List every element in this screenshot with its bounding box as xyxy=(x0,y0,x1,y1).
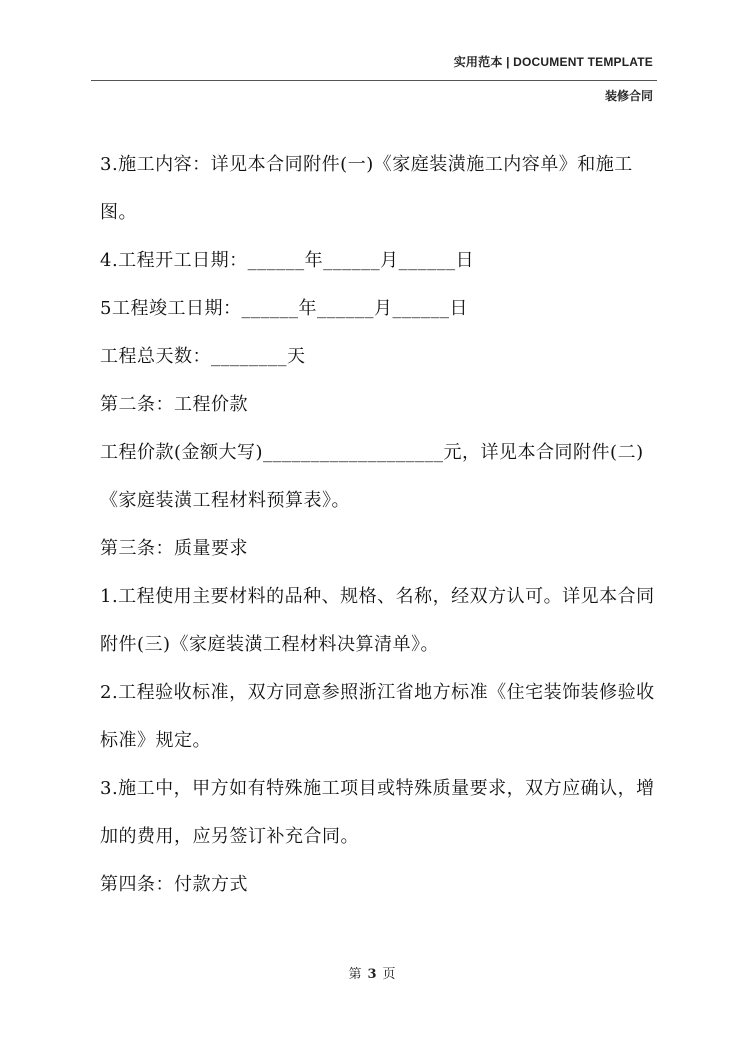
clause-construction-content: 3.施工内容：详见本合同附件(一)《家庭装潢施工内容单》和施工图。 xyxy=(100,154,633,223)
clause-special-requirements: 3.施工中，甲方如有特殊施工项目或特殊质量要求，双方应确认，增加的费用，应另签订补充合同。 xyxy=(100,778,655,847)
page-number: 3 xyxy=(367,967,377,982)
section-heading-quality: 第三条：质量要求 xyxy=(100,538,248,559)
section-heading-payment: 第四条：付款方式 xyxy=(100,874,248,895)
clause-total-days: 工程总天数：________天 xyxy=(100,346,306,367)
clause-start-date: 4.工程开工日期：______年______月______日 xyxy=(100,250,475,271)
header-subtitle: 装修合同 xyxy=(604,89,653,103)
section-heading-price: 第二条：工程价款 xyxy=(100,394,248,415)
clause-completion-date: 5工程竣工日期：______年______月______日 xyxy=(100,298,468,319)
clause-project-price: 工程价款(金额大写)___________________元，详见本合同附件(二)《家庭装潢工程材料预算表》。 xyxy=(100,442,644,511)
clause-materials: 1.工程使用主要材料的品种、规格、名称，经双方认可。详见本合同附件(三)《家庭装潢工程材料决算清单》。 xyxy=(100,586,655,655)
footer-prefix: 第 xyxy=(348,967,362,982)
clause-acceptance-standard: 2.工程验收标准，双方同意参照浙江省地方标准《住宅装饰装修验收标准》规定。 xyxy=(100,682,655,751)
page-footer xyxy=(0,963,744,982)
document-body xyxy=(100,141,660,909)
header-title: 实用范本 | DOCUMENT TEMPLATE xyxy=(453,55,653,69)
footer-suffix: 页 xyxy=(382,967,396,982)
header-divider xyxy=(91,80,657,81)
